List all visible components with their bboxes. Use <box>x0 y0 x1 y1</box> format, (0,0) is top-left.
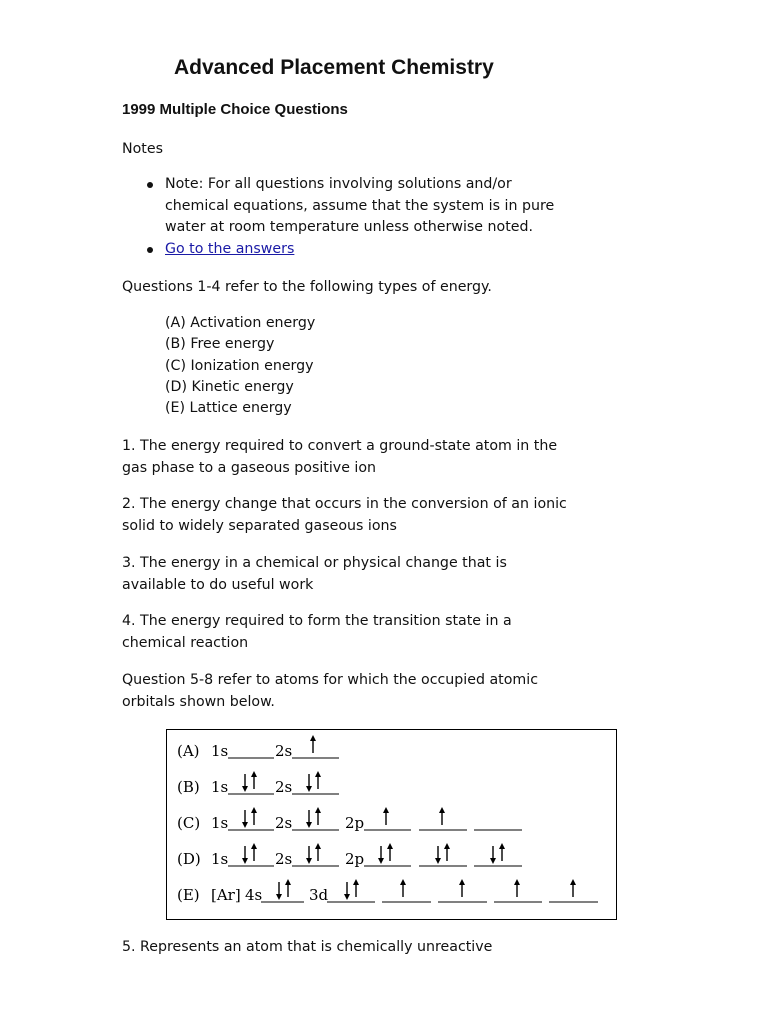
orbital-label: 4s <box>245 886 263 904</box>
core-label: [Ar] <box>211 886 241 904</box>
orbital-label: 2s <box>275 742 293 760</box>
choice-item: (B) Free energy <box>165 336 275 353</box>
row-label: (D) <box>177 850 201 868</box>
orbital-label: 2s <box>275 814 293 832</box>
orbital-label: 2s <box>275 778 293 796</box>
answers-link[interactable]: Go to the answers <box>165 240 295 257</box>
q1-4-intro: Questions 1-4 refer to the following types of energy. <box>122 279 492 295</box>
orbital-label: 1s <box>211 814 229 832</box>
orbital-diagram <box>167 730 618 921</box>
notes-heading: Notes <box>122 141 163 157</box>
orbital-row-c <box>177 810 522 832</box>
orbital-label: 2s <box>275 850 293 868</box>
orbital-row-d <box>177 846 522 868</box>
row-label: (E) <box>177 886 200 904</box>
row-label: (A) <box>177 742 200 760</box>
orbital-row-a <box>177 738 339 760</box>
choice-item: (A) Activation energy <box>165 315 316 331</box>
question-5: 5. Represents an atom that is chemically unreactive <box>122 939 493 955</box>
notes-list <box>122 174 562 260</box>
page-subtitle: 1999 Multiple Choice Questions <box>122 101 348 118</box>
orbital-label: 2p <box>345 850 365 868</box>
choice-item: (E) Lattice energy <box>165 400 292 417</box>
orbital-label: 2p <box>345 814 365 832</box>
question-3: 3. The energy in a chemical or physical change that is available to do useful work <box>122 555 507 593</box>
q5-8-intro: Question 5-8 refer to atoms for which the occupied atomic orbitals shown below. <box>122 672 538 710</box>
orbital-label: 3d <box>309 886 329 904</box>
question-4: 4. The energy required to form the transition state in a chemical reaction <box>122 613 512 651</box>
note-item <box>122 174 562 239</box>
question-1: 1. The energy required to convert a ground-state atom in the gas phase to a gaseous positive ion <box>122 438 558 476</box>
orbital-row-b <box>177 774 339 796</box>
orbital-label: 1s <box>211 850 229 868</box>
note-text: Note: For all questions involving solutions and/or chemical equations, assume that the system is in pure water at room temperature unless otherwise noted. <box>165 176 555 235</box>
row-label: (B) <box>177 778 200 796</box>
row-label: (C) <box>177 814 201 832</box>
choice-item: (C) Ionization energy <box>165 357 314 374</box>
orbital-label: 1s <box>211 742 229 760</box>
page-title: Advanced Placement Chemistry <box>174 56 494 79</box>
orbital-row-e <box>177 882 598 904</box>
choice-item: (D) Kinetic energy <box>165 378 294 395</box>
orbital-label: 1s <box>211 778 229 796</box>
question-2: 2. The energy change that occurs in the conversion of an ionic solid to widely separated gaseous ions <box>122 496 567 534</box>
note-item <box>122 239 562 261</box>
energy-choices <box>165 313 315 419</box>
orbital-diagram-box <box>166 729 617 920</box>
